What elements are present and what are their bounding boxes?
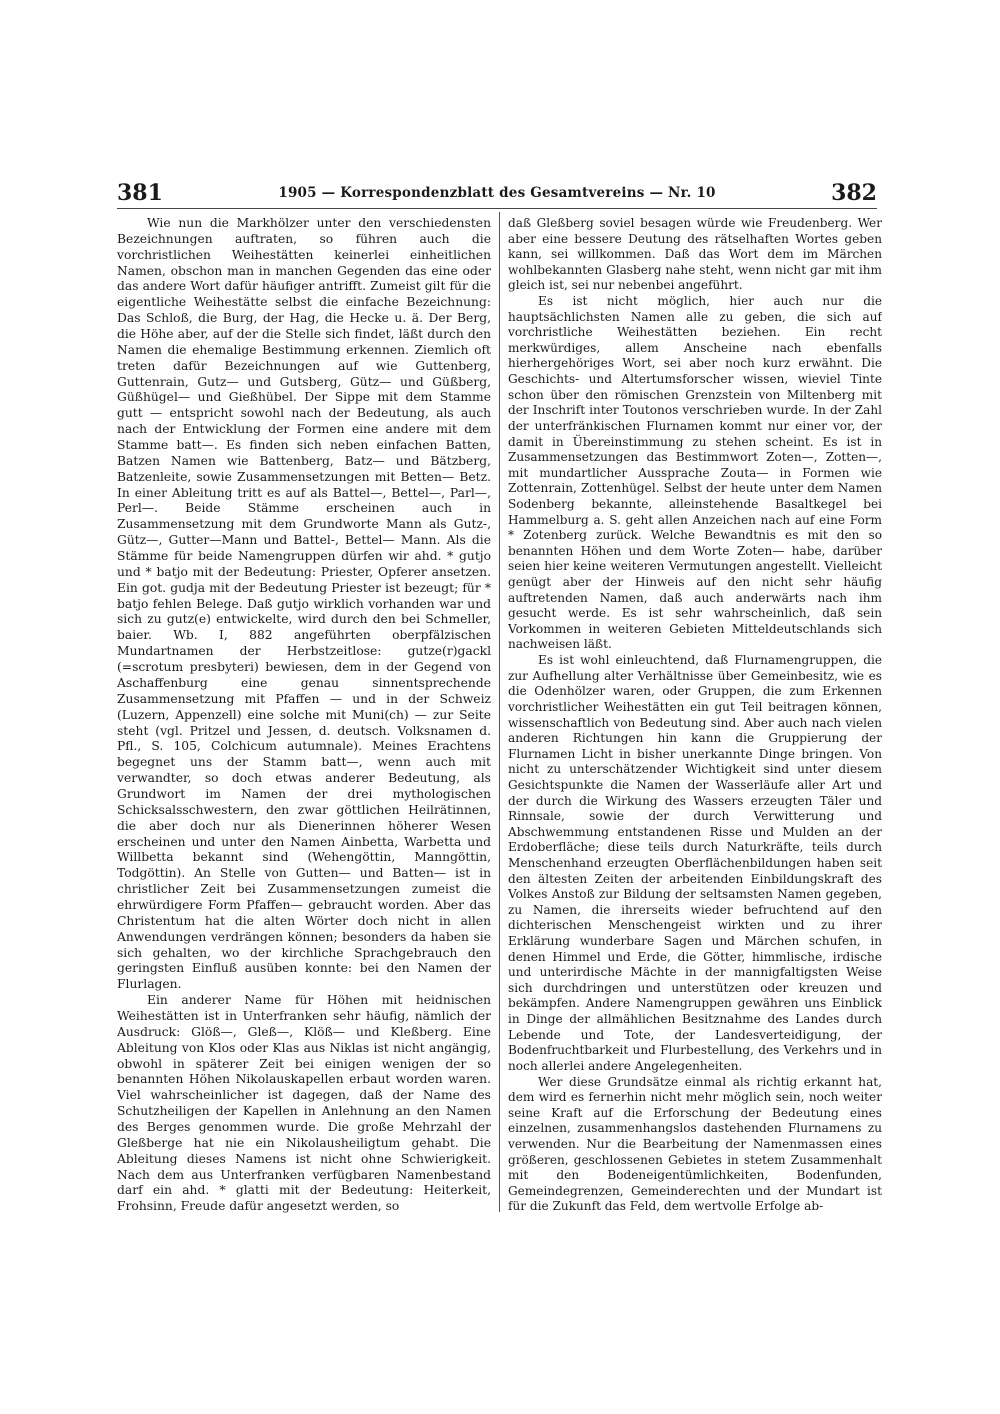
paragraph: Ein anderer Name für Höhen mit heidnischen Weihestätten ist in Unterfranken sehr häufig, nämlich der Ausdruck: Glöß—, Gleß—, Klöß— und Kleßberg. Eine Ableitung von Klos oder Klas aus Niklas ist nicht angängig, obwohl in späterer Zeit bei einigen wenigen der so benannten Höhen Nikolauskapellen erbaut worden waren. Viel wahrscheinlicher ist dagegen, daß der Name des Schutzheiligen der Kapellen in Anlehnung an den Namen des Berges genommen wurde. Die große Mehrzahl der Gleßberge hat nie ein Nikolausheiligtum gehabt. Die Ableitung dieses Namens ist nicht ohne Schwierigkeit. Nach dem aus Unterfranken verfügbaren Namenbestand darf ein ahd. * glatti mit der Bedeutung: Heiterkeit, Frohsinn, Freude dafür angesetzt werden, so xyxy=(117,993,491,1214)
header-rule xyxy=(117,208,877,209)
paragraph: Es ist nicht möglich, hier auch nur die hauptsächlichsten Namen alle zu geben, die sich auf vorchristliche Weihestätten beziehen. Ein recht merkwürdiges, allem Anscheine nach ebenfalls hierhergehöriges Wort, sei aber noch kurz erwähnt. Die Geschichts- und Altertumsforscher wissen, wieviel Tinte schon über den römischen Grenzstein von Miltenberg mit der Inschrift inter Toutonos verschrieben wurde. In der Zahl der unterfränkischen Flurnamen kommt nur einer vor, der damit in Übereinstimmung zu stehen scheint. Es ist in Zusammensetzungen das Bestimmwort Zoten—, Zotten—, mit mundartlicher Aussprache Zouta— in Formen wie Zottenrain, Zottenhügel. Selbst der heute unter dem Namen Sodenberg bekannte, alleinstehende Basaltkegel bei Hammelburg a. S. geht allen Anzeichen nach auf eine Form * Zotenberg zurück. Welche Bewandtnis es mit den so benannten Höhen und dem Worte Zoten— habe, darüber seien hier keine weiteren Vermutungen angestellt. Vielleicht genügt aber der Hinweis auf den nicht sehr häufig auftretenden Namen, daß auch anderwärts nach ihm gesucht werde. Es ist sehr wahrscheinlich, daß sein Vorkommen in weiteren Gebieten Mitteldeutschlands sich nachweisen läßt. xyxy=(508,294,882,652)
page-header xyxy=(117,181,877,207)
paragraph: Es ist wohl einleuchtend, daß Flurnamengruppen, die zur Aufhellung alter Verhältnisse über Gemeinbesitz, wie es die Odenhölzer waren, oder Gruppen, die zum Erkennen vorchristlicher Weihestätten ein gut Teil beitragen können, wissenschaftlich von Bedeutung sind. Aber auch nach vielen anderen Richtungen hin kann die Gruppierung der Flurnamen Licht in bisher unerkannte Dinge bringen. Von nicht zu unterschätzender Wichtigkeit sind unter diesem Gesichtspunkte die Namen der Wasserläufe aller Art und der durch die Wirkung des Wassers erzeugten Täler und Rinnsale, sowie der durch Verwitterung und Abschwemmung entstandenen Risse und Mulden an der Erdoberfläche; diese teils durch Naturkräfte, teils durch Menschenhand erzeugten Oberflächenbildungen haben seit den ältesten Zeiten der arbeitenden Einbildungskraft des Volkes Anstoß zur Bildung der seltsamsten Namen gegeben, zu Namen, die ihrerseits wieder befruchtend auf den dichterischen Menschengeist wirkten und zu ihrer Erklärung wunderbare Sagen und Märchen schufen, in denen Himmel und Erde, die Götter, himmlische, irdische und unterirdische Mächte in der mannigfaltigsten Weise sich durchdringen und unterstützen oder kreuzen und bekämpfen. Andere Namengruppen gewähren uns Einblick in Dinge der allmählichen Besitznahme des Landes durch Lebende und Tote, der Landesverteidigung, der Bodenfruchtbarkeit und Flurbestellung, des Verkehrs und in noch allerlei andere Angelegenheiten. xyxy=(508,653,882,1073)
running-title: 1905 — Korrespondenzblatt des Gesamtvereins — Nr. 10 xyxy=(278,185,716,201)
page-number-right: 382 xyxy=(831,180,877,206)
right-column xyxy=(508,216,882,1216)
page-number-left: 381 xyxy=(117,180,163,206)
paragraph: Wer diese Grundsätze einmal als richtig erkannt hat, dem wird es fernerhin nicht mehr möglich sein, noch weiter seine Kraft auf die Erforschung der Bedeutung eines einzelnen, zusammenhangslos dastehenden Flurnamens zu verwenden. Nur die Bearbeitung der Namenmassen eines größeren, geschlossenen Gebietes in stetem Zusammenhalt mit den Bodeneigentümlichkeiten, Bodenfunden, Gemeindegrenzen, Gemeinderechten und der Mundart ist für die Zukunft das Feld, dem wertvolle Erfolge ab- xyxy=(508,1074,882,1214)
paragraph: Wie nun die Markhölzer unter den verschiedensten Bezeichnungen auftraten, so führen auch die vorchristlichen Weihestätten keinerlei einheitlichen Namen, obschon man in manchen Gegenden das eine oder das andere Wort dafür häufiger antrifft. Zumeist gilt für die eigentliche Weihestätte selbst die einfache Bezeichnung: Das Schloß, die Burg, der Hag, die Hecke u. ä. Der Berg, die Höhe aber, auf der die Stelle sich findet, läßt durch den Namen die ehemalige Bestimmung erkennen. Ziemlich oft treten dafür Bezeichnungen auf wie Guttenberg, Guttenrain, Gutz— und Gutsberg, Gütz— und Güßberg, Güßhügel— und Gießhübel. Der Sippe mit dem Stamme gutt — entspricht sowohl nach der Bedeutung, als auch nach der Entwicklung der Formen eine andere mit dem Stamme batt—. Es finden sich neben einfachen Batten, Batzen Namen wie Battenberg, Batz— und Bätzberg, Batzenleite, sowie Zusammensetzungen mit Betten— Betz. In einer Ableitung tritt es auf als Battel—, Bettel—, Parl—, Perl—. Beide Stämme erscheinen auch in Zusammensetzung mit dem Grundworte Mann als Gutz-, Gütz—, Gutter—Mann und Battel-, Bettel— Mann. Als die Stämme für beide Namengruppen dürfen wir ahd. * gutjo und * batjo mit der Bedeutung: Priester, Opferer ansetzen. Ein got. gudja mit der Bedeutung Priester ist bezeugt; für * batjo fehlen Belege. Daß gutjo wirklich vorhanden war und sich zu gutz(e) entwickelte, wird durch den bei Schmeller, baier. Wb. I, 882 angeführten oberpfälzischen Mundartnamen der Herbstzeitlose: gutze(r)gackl (=scrotum presbyteri) bewiesen, dem in der Gegend von Aschaffenburg eine genau sinnentsprechende Zusammensetzung mit Pfaffen — und in der Schweiz (Luzern, Appenzell) eine solche mit Muni(ch) — zur Seite steht (vgl. Pritzel und Jessen, d. deutsch. Volksnamen d. Pfl., S. 105, Colchicum autumnale). Meines Erachtens begegnet uns der Stamm batt—, wenn auch mit verwandter, so doch etwas anderer Bedeutung, als Grundwort im Namen der drei mythologischen Schicksalsschwestern, den zwar göttlichen Heilrätinnen, die aber doch nur als Dienerinnen höherer Wesen erscheinen und unter den Namen Ainbetta, Warbetta und Willbetta bekannt sind (Wehengöttin, Manngöttin, Todgöttin). An Stelle von Gutten— und Batten— ist in christlicher Zeit bei Zusammensetzungen zumeist die ehrwürdigere Form Pfaffen— gebraucht worden. Aber das Christentum hat die alten Wörter doch nicht in allen Anwendungen verdrängen können; besonders da haben sie sich gehalten, wo der kirchliche Sprachgebrauch den geringsten Einfluß ausüben konnte: bei den Namen der Flurlagen. xyxy=(117,216,491,992)
paragraph: daß Gleßberg soviel besagen würde wie Freudenberg. Wer aber eine bessere Deutung des rätselhaften Wortes geben kann, sei willkommen. Daß das Wort dem im Märchen wohlbekannten Glasberg nahe steht, wenn nicht gar mit ihm gleich ist, sei nur nebenbei angeführt. xyxy=(508,216,882,293)
column-divider xyxy=(499,212,500,1212)
left-column xyxy=(117,216,491,1216)
